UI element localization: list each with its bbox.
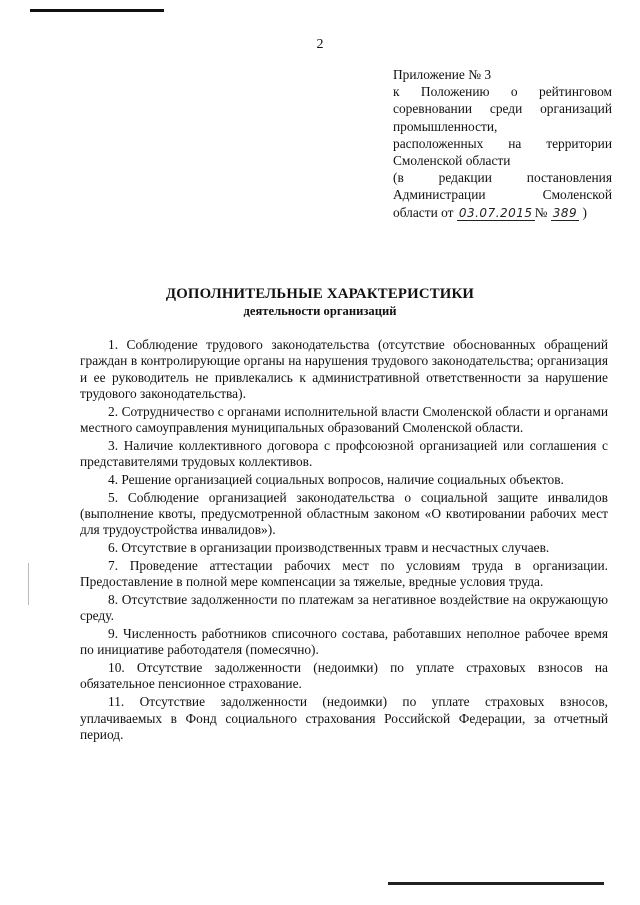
characteristics-list (80, 337, 608, 745)
list-item: 4. Решение организацией социальных вопросов, наличие социальных объектов. (108, 471, 564, 487)
appendix-line: к Положению о рейтинговом (393, 84, 612, 100)
list-item: 8. Отсутствие задолженности по платежам за негативное воздействие на окружающую среду. (80, 591, 608, 624)
appendix-date-prefix: области от (393, 204, 454, 220)
appendix-line: (в редакции постановления (393, 170, 612, 186)
list-item: 2. Сотрудничество с органами исполнительной власти Смоленской области и органами местного самоуправления муниципальных образований Смоленской области. (80, 403, 608, 435)
list-item: 6. Отсутствие в организации производственных травм и несчастных случаев. (108, 540, 550, 556)
scan-artifact-line-bottom (388, 882, 604, 885)
list-item: 1. Соблюдение трудового законодательства (отсутствие обоснованных обращений граждан в контролирующие органы на нарушения трудового законодательства; организация и ее руководитель не привлекались к административной ответственности за нарушение трудового законодательства). (80, 337, 608, 401)
list-item: 10. Отсутствие задолженности (недоимки) по уплате страховых взносов на обязательное пенсионное страхование. (80, 660, 608, 692)
appendix-line: соревновании среди организаций (393, 101, 612, 117)
appendix-title: Приложение № 3 (393, 67, 492, 82)
appendix-reference-block (393, 66, 612, 222)
list-item: 7. Проведение аттестации рабочих мест по условиям труда в организации. Предоставление в полной мере компенсации за тяжелые, вредные условия труда. (80, 557, 608, 590)
scan-artifact-line-top (30, 9, 164, 12)
handwritten-number: 389 (552, 205, 578, 220)
appendix-line: промышленности, (393, 118, 498, 134)
appendix-line: Администрации Смоленской (393, 187, 612, 203)
appendix-date-line (393, 204, 612, 222)
scan-artifact-margin-mark (28, 563, 29, 605)
number-sign: № (534, 204, 548, 220)
list-item: 9. Численность работников списочного состава, работавших неполное рабочее время по инициативе работодателя (помесячно). (80, 626, 608, 658)
handwritten-date: 03.07.2015 (458, 205, 533, 220)
list-item: 11. Отсутствие задолженности (недоимки) по уплате страховых взносов, уплачиваемых в Фонд социального страхования Российской Федерации, за отчетный период. (80, 694, 608, 742)
document-title: ДОПОЛНИТЕЛЬНЫЕ ХАРАКТЕРИСТИКИ (165, 286, 475, 302)
appendix-line: Смоленской области (393, 153, 511, 169)
page-number: 2 (316, 37, 324, 52)
list-item: 5. Соблюдение организацией законодательства о социальной защите инвалидов (выполнение квоты, предусмотренной областным законом «О квотировании рабочих мест для трудоустройства инвалидов»). (80, 489, 608, 538)
document-subtitle: деятельности организаций (243, 304, 397, 318)
closing-paren: ) (582, 204, 587, 220)
appendix-line: расположенных на территории (393, 135, 612, 151)
list-item: 3. Наличие коллективного договора с профсоюзной организацией или соглашения с представителями трудовых коллективов. (80, 437, 608, 470)
